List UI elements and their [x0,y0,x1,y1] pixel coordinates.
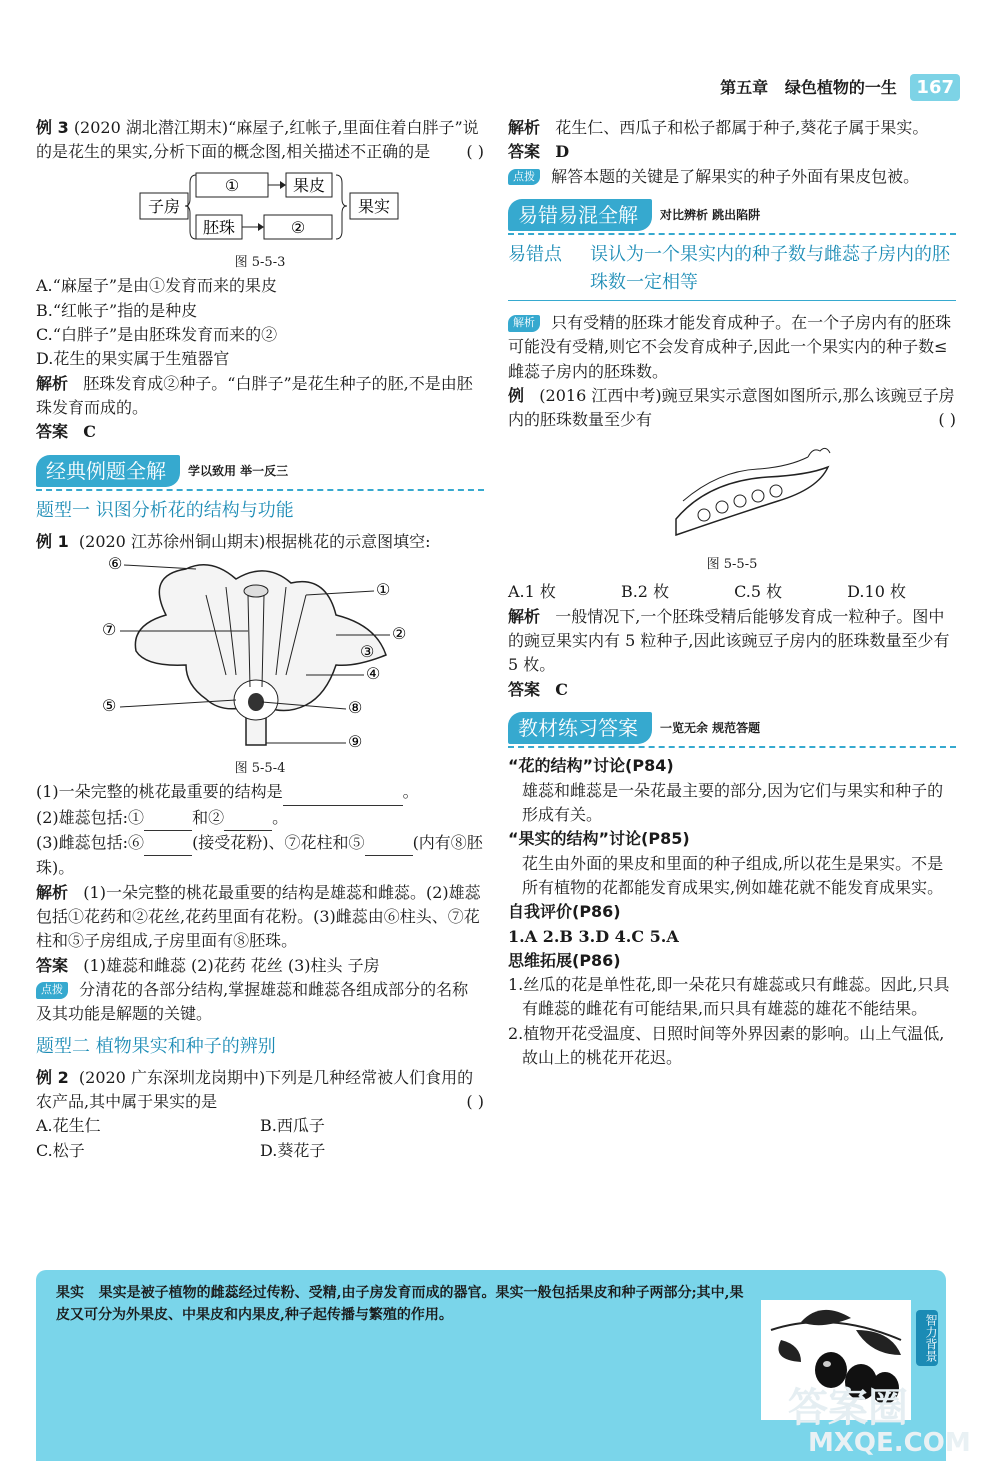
question-3 [36,831,484,881]
self-evaluation-title: 自我评价(P86) [508,902,621,922]
option-c: C.5 枚 [734,582,783,602]
question-2-end: 。 [272,807,289,827]
tip-text: 分清花的各部分结构,掌握雄蕊和雌蕊各组成部分的名称及其功能是解题的关键。 [36,979,469,1024]
option-c: C.“白胖子”是由胚珠发育而来的② [36,325,278,344]
example-1 [36,530,484,554]
blank-field[interactable] [283,780,403,805]
option-a: A.花生仁 [36,1116,101,1136]
discussion-text: 花生由外面的果皮和里面的种子组成,所以花生是果实。不是所有植物的花都能发育成果实,例如雄花就不能发育成果实。 [522,853,944,897]
analysis-label: 解析 [508,606,541,626]
analysis [508,116,956,140]
analysis [508,311,956,384]
analysis-text: 只有受精的胚珠才能发育成种子。在一个子房内有的胚珠可能没有受精,则它不会发育成种子,因此一个果实内的种子数≤雌蕊子房内的胚珠数。 [508,313,952,381]
label-7: ⑦ [102,619,117,639]
discussion-text: 雄蕊和雌蕊是一朵花最主要的部分,因为它们与果实和种子的形成有关。 [522,780,944,824]
example-1-text: (2020 江苏徐州铜山期末)根据桃花的示意图填空: [78,532,431,552]
example-1-label: 例 1 [36,532,69,552]
option-d: D.葵花子 [260,1140,326,1160]
answer [36,954,484,978]
answer-value: C [83,422,97,442]
section-subtitle: 一览无余 规范答题 [660,721,761,735]
section-banner [508,712,956,748]
question-type-heading: 题型二 植物果实和种子的辨别 [36,1035,276,1057]
label-3: ③ [360,641,375,661]
example-2-text: (2020 广东深圳龙岗期中)下列是几种经常被人们食用的农产品,其中属于果实的是 [36,1067,474,1112]
question-2-text-b: 和② [192,807,225,827]
watermark-url: MXQE.COM [808,1428,971,1458]
analysis [508,605,956,678]
label-2: ② [392,623,407,643]
example-3 [36,116,484,165]
analysis [36,881,484,954]
label-4: ④ [366,663,381,683]
example [508,384,956,433]
question-3-text-b: (接受花粉)、⑦花柱和⑤ [192,833,365,852]
footer-term: 果实 [56,1285,84,1301]
self-evaluation-answers: 1.A 2.B 3.D 4.C 5.A [508,926,679,946]
option-d: D.花生的果实属于生殖器官 [36,349,230,369]
tip [36,978,484,1027]
label-5: ⑤ [102,695,117,715]
option-a: A.1 枚 [508,582,556,602]
example-2-label: 例 2 [36,1067,69,1087]
concept-map-diagram [36,169,484,249]
thinking-extension-2: 2.植物开花受温度、日照时间等外界因素的影响。山上气温低,故山上的桃花开花迟。 [508,1023,945,1068]
discussion-title: “花的结构”讨论(P84) [508,756,674,776]
blank-field[interactable] [144,831,192,856]
answer [36,420,484,444]
question-2 [36,806,484,831]
right-column [508,116,956,1070]
footer-definition: 果实是被子植物的雌蕊经过传粉、受精,由子房发育而成的器官。果实一般包括果皮和种子两部分;其中,果皮又可分为外果皮、中果皮和内果皮,种子起传播与繁殖的作用。 [56,1285,744,1324]
left-column [36,116,484,1163]
blank-field[interactable] [365,831,413,856]
answer-paren: ( ) [466,142,484,162]
example-2 [36,1066,484,1115]
pea-pod-diagram [508,441,956,551]
answer-paren: ( ) [938,410,956,430]
option-d: D.10 枚 [847,582,906,602]
watermark-logo: 答案圈 [788,1385,908,1431]
analysis-text: (1)一朵完整的桃花最重要的结构是雄蕊和雌蕊。(2)雄蕊包括①花药和②花丝,花药里面有花粉。(3)雌蕊由⑥柱头、⑦花柱和⑤子房组成,子房里面有⑧胚珠。 [36,882,481,951]
section-title: 教材练习答案 [508,712,652,744]
example-3-text: (2020 湖北潜江期末)“麻屋子,红帐子,里面住着白胖子”说的是花生的果实,分析下面的概念图,相关描述不正确的是 [36,118,479,162]
blank-field[interactable] [224,806,272,831]
question-1-end: 。 [402,782,419,802]
discussion-title: “果实的结构”讨论(P85) [508,829,690,849]
concept-circle-2: ② [290,217,306,237]
analysis-text: 一般情况下,一个胚珠受精后能够发育成一粒种子。图中的豌豆果实内有 5 粒种子,因此该豌豆子房内的胚珠数量至少有 5 枚。 [508,606,950,675]
example-label: 例 [508,385,525,405]
section-title: 经典例题全解 [36,455,180,487]
figure-caption: 图 5-5-3 [234,254,286,270]
label-1: ① [376,579,391,599]
answer [508,140,956,164]
mistake-label: 易错点 [508,244,562,266]
footer-text [56,1282,756,1327]
label-9: ⑨ [348,731,363,751]
question-2-text-a: (2)雄蕊包括:① [36,807,145,827]
analysis [36,372,484,421]
option-b: B.“红帐子”指的是种皮 [36,300,198,320]
answer-value: D [555,142,570,162]
concept-peel: 果皮 [292,175,326,195]
tip-text: 解答本题的关键是了解果实的种子外面有果皮包被。 [551,166,920,186]
question-1-text: (1)一朵完整的桃花最重要的结构是 [36,782,283,802]
mistake-point [508,241,956,301]
section-subtitle: 对比辨析 跳出陷阱 [660,208,761,223]
option-a: A.“麻屋子”是由①发育而来的果皮 [36,276,278,296]
concept-ovule: 胚珠 [202,217,236,237]
figure-caption: 图 5-5-4 [234,760,286,776]
answer-label: 答案 [36,955,69,975]
question-1 [36,780,484,805]
option-c: C.松子 [36,1140,85,1160]
tip-tag: 点拨 [508,169,540,186]
analysis-label: 解析 [36,882,69,902]
page-number: 167 [910,74,960,101]
mistake-text: 误认为一个果实内的种子数与雌蕊子房内的胚珠数一定相等 [590,244,950,293]
answer-label: 答案 [508,142,541,162]
question-3-text-c: (内有⑧胚珠)。 [36,833,483,878]
option-b: B.2 枚 [620,582,670,602]
analysis-text: 花生仁、西瓜子和松子都属于种子,葵花子属于果实。 [555,118,929,137]
question-type-heading: 题型一 识图分析花的结构与功能 [36,499,294,521]
answer [508,678,956,702]
section-subtitle: 学以致用 举一反三 [188,463,289,478]
concept-circle-1: ① [224,175,240,195]
answer-value: C [555,679,569,699]
answer-label: 答案 [508,679,541,699]
concept-fruit: 果实 [357,196,391,216]
tip-tag: 点拨 [36,982,68,999]
answer-label: 答案 [36,422,69,442]
peach-flower-diagram [36,555,484,755]
analysis-text: 胚珠发育成②种子。“白胖子”是花生种子的胚,不是由胚珠发育而成的。 [36,373,473,417]
side-label: 智力背景 [916,1310,938,1366]
blank-field[interactable] [144,806,192,831]
analysis-tag: 解析 [508,315,540,332]
options-row [36,1114,484,1138]
question-3-text-a: (3)雌蕊包括:⑥ [36,833,145,852]
options-row [36,1139,484,1163]
analysis-label: 解析 [36,373,69,393]
page-header [720,74,960,101]
label-8: ⑧ [348,697,363,717]
example-text: (2016 江西中考)豌豆果实示意图如图所示,那么该豌豆子房内的胚珠数量至少有 [508,385,955,430]
answer-value: (1)雄蕊和雌蕊 (2)花药 花丝 (3)柱头 子房 [83,955,380,975]
label-6: ⑥ [108,554,123,573]
options-row [508,580,956,604]
thinking-extension-1: 1.丝瓜的花是单性花,即一朵花只有雄蕊或只有雌蕊。因此,只具有雌蕊的雌花有可能结果,而只具有雄蕊的雄花不能结果。 [508,975,950,1019]
section-title: 易错易混全解 [508,199,652,231]
tip [508,165,956,189]
concept-ovary: 子房 [147,196,181,216]
thinking-extension-title: 思维拓展(P86) [508,950,621,970]
analysis-label: 解析 [508,118,541,137]
section-banner [36,455,484,491]
chapter-title: 绿色植物的一生 [784,78,897,97]
chapter-label: 第五章 [720,78,769,97]
option-b: B.西瓜子 [260,1116,325,1136]
answer-paren: ( ) [466,1092,484,1112]
section-banner [508,199,956,235]
figure-caption: 图 5-5-5 [706,556,758,572]
example-3-label: 例 3 [36,118,69,137]
